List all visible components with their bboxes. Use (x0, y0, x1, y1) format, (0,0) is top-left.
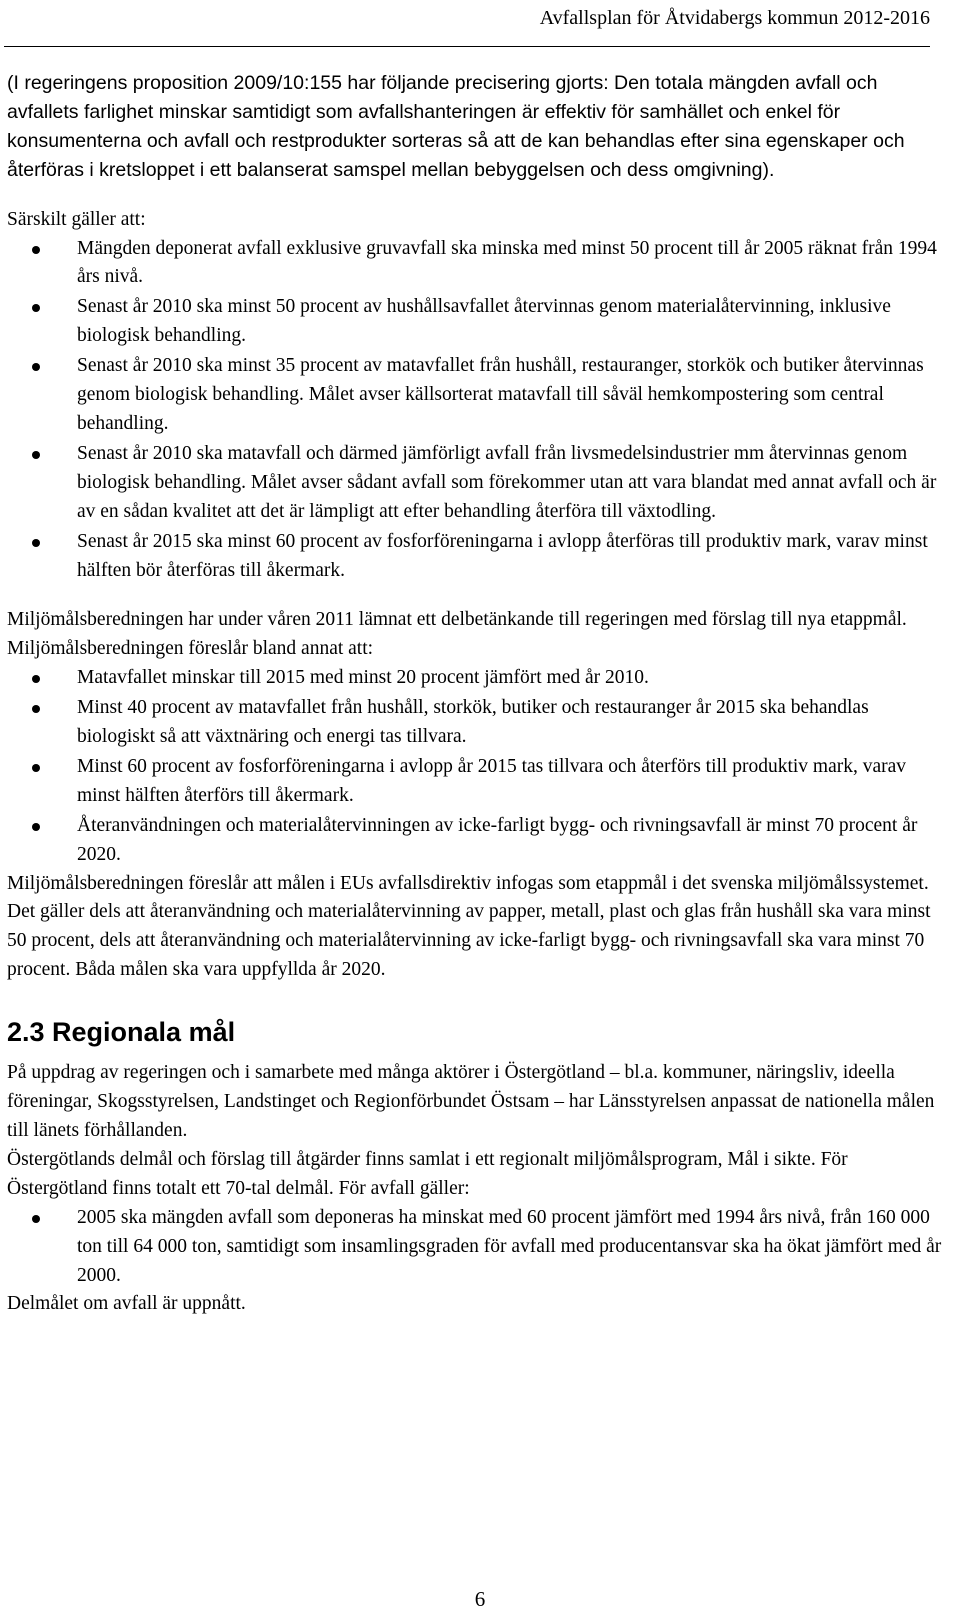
list-item: Senast år 2010 ska minst 35 procent av matavfallet från hushåll, restauranger, storkök och butiker återvinnas genom biologisk behandling. Målet avser källsorterat matavfall till såväl hemkompostering som central behandling. (7, 352, 942, 439)
list-item: Återanvändningen och materialåtervinningen av icke-farligt bygg- och rivningsavfall är minst 70 procent år 2020. (7, 812, 942, 870)
list-item: Minst 60 procent av fosforföreningarna i avlopp år 2015 tas tillvara och återförs till produktiv mark, varav minst hälften återförs till åkermark. (7, 753, 942, 811)
committee-lead: Miljömålsberedningen har under våren 2011 lämnat ett delbetänkande till regeringen med förslag till nya etappmål. Miljömålsberedningen föreslår bland annat att: (7, 609, 907, 660)
list-item: Senast år 2015 ska minst 60 procent av fosforföreningarna i avlopp återföras till produktiv mark, varav minst hälften bör återföras till åkermark. (7, 528, 942, 586)
list-item: Mängden deponerat avfall exklusive gruvavfall ska minska med minst 50 procent till år 2005 räknat från 1994 års nivå. (7, 235, 942, 293)
regional-paragraph-2: Östergötlands delmål och förslag till åtgärder finns samlat i ett regionalt miljömålsprogram, Mål i sikte. För Östergötland finns totalt ett 70-tal delmål. För avfall gäller: (7, 1148, 848, 1199)
list-item: 2005 ska mängden avfall som deponeras ha minskat med 60 procent jämfört med 1994 års nivå, från 160 000 ton till 64 000 ton, samtidigt som insamlingsgraden för avfall med producentansvar ska ha ökat jämfört med år 2000. (7, 1204, 942, 1291)
specific-targets-list (7, 235, 942, 586)
page-header (0, 4, 930, 32)
committee-closing: Miljömålsberedningen föreslår att målen i EUs avfallsdirektiv infogas som etappmål i det svenska miljömålssystemet. Det gäller dels att återanvändning och materialåtervinning av papper, metall, plast och glas från hushåll ska vara minst 50 procent, dels att återanvändning och materialåtervinning av icke-farligt bygg- och rivningsavfall ska vara minst 70 procent. Båda målen ska vara uppfyllda år 2020. (7, 872, 931, 981)
header-rule (4, 46, 930, 47)
regional-closing: Delmålet om avfall är uppnått. (7, 1293, 246, 1315)
list-item: Senast år 2010 ska matavfall och därmed jämförligt avfall från livsmedelsindustrier mm återvinnas genom biologisk behandling. Målet avser sådant avfall som förekommer utan att vara blandat med annat avfall och är av en sådan kvalitet att det är lämpligt att efter behandling återföra till växtodling. (7, 440, 942, 527)
list-item: Matavfallet minskar till 2015 med minst 20 procent jämfört med år 2010. (7, 664, 942, 693)
regional-targets-list (7, 1204, 942, 1291)
specific-lead: Särskilt gäller att: (7, 208, 146, 230)
page-content (7, 69, 942, 1319)
intro-paragraph: (I regeringens proposition 2009/10:155 har följande precisering gjorts: Den totala mängden avfall och avfallets farlighet minskar samtidigt som avfallshanteringen är effektiv för samhället och enkel för konsumenterna och avfall och restprodukter sorteras så att de kan behandlas efter sina egenskaper och återföras i kretsloppet i ett balanserat samspel mellan bebyggelsen och dess omgivning). (7, 72, 905, 181)
committee-proposals-list (7, 664, 942, 869)
regional-paragraph-1: På uppdrag av regeringen och i samarbete med många aktörer i Östergötland – bl.a. kommuner, näringsliv, ideella föreningar, Skogsstyrelsen, Landstinget och Regionförbundet Östsam – har Länsstyrelsen anpassat de nationella målen till länets förhållanden. (7, 1062, 935, 1141)
page-number: 6 (474, 1587, 486, 1611)
document-title: Avfallsplan för Åtvidabergs kommun 2012-2016 (539, 7, 930, 29)
list-item: Minst 40 procent av matavfallet från hushåll, storkök, butiker och restauranger år 2015 ska behandlas biologiskt så att växtnäring och energi tas tillvara. (7, 694, 942, 752)
list-item: Senast år 2010 ska minst 50 procent av hushållsavfallet återvinnas genom materialåtervinning, inklusive biologisk behandling. (7, 293, 942, 351)
section-heading: 2.3 Regionala mål (7, 1017, 236, 1048)
